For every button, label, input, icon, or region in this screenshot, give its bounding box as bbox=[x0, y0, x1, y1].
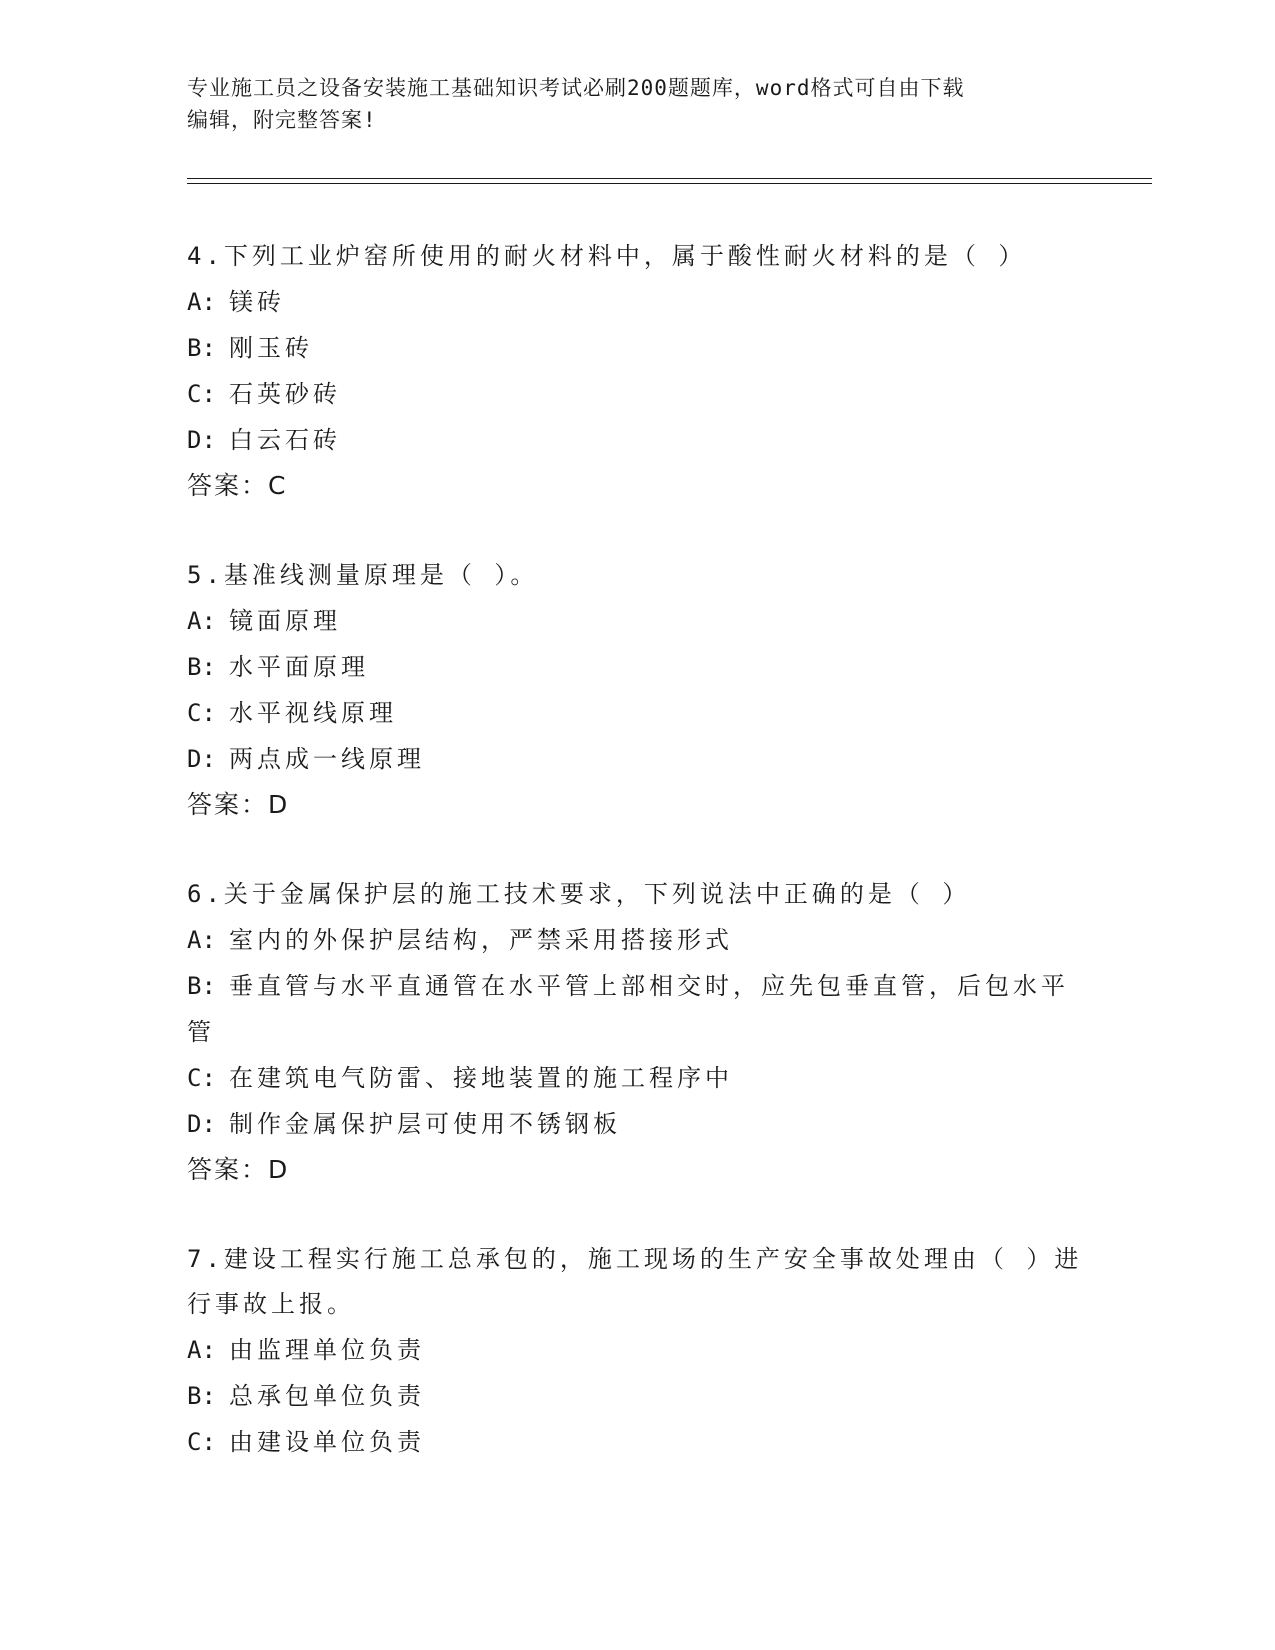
option-text: 两点成一线原理 bbox=[229, 745, 425, 773]
option-label: B: bbox=[187, 972, 216, 1000]
option-label: D: bbox=[187, 426, 216, 454]
option-c bbox=[187, 1055, 1087, 1101]
document-header bbox=[187, 72, 1087, 136]
option-a bbox=[187, 279, 1087, 325]
option-text: 水平面原理 bbox=[229, 653, 369, 681]
question-5 bbox=[187, 553, 1087, 828]
question-7 bbox=[187, 1237, 1087, 1465]
option-a bbox=[187, 1327, 1087, 1373]
option-d bbox=[187, 736, 1087, 782]
option-text: 在建筑电气防雷、接地装置的施工程序中 bbox=[229, 1064, 733, 1092]
option-label: D: bbox=[187, 745, 216, 773]
option-text: 室内的外保护层结构，严禁采用搭接形式 bbox=[229, 926, 733, 954]
option-c bbox=[187, 371, 1087, 417]
question-4 bbox=[187, 234, 1087, 509]
option-b bbox=[187, 644, 1087, 690]
header-line-1: 专业施工员之设备安装施工基础知识考试必刷200题题库，word格式可自由下载 bbox=[187, 76, 965, 100]
option-text: 由监理单位负责 bbox=[229, 1336, 425, 1364]
option-label: C: bbox=[187, 1064, 216, 1092]
option-label: D: bbox=[187, 1110, 216, 1138]
option-label: C: bbox=[187, 699, 216, 727]
option-label: B: bbox=[187, 1382, 216, 1410]
question-list bbox=[187, 234, 1087, 1509]
option-d bbox=[187, 1101, 1087, 1147]
option-text: 镜面原理 bbox=[229, 607, 341, 635]
option-text: 石英砂砖 bbox=[229, 380, 341, 408]
option-label: B: bbox=[187, 653, 216, 681]
question-stem: 4.下列工业炉窑所使用的耐火材料中，属于酸性耐火材料的是（ ） bbox=[187, 242, 1027, 270]
question-stem: 6.关于金属保护层的施工技术要求，下列说法中正确的是（ ） bbox=[187, 880, 971, 908]
option-b bbox=[187, 963, 1087, 1055]
option-label: C: bbox=[187, 1428, 216, 1456]
option-c bbox=[187, 690, 1087, 736]
option-text: 镁砖 bbox=[229, 288, 285, 316]
option-label: B: bbox=[187, 334, 216, 362]
option-text: 制作金属保护层可使用不锈钢板 bbox=[229, 1110, 621, 1138]
question-stem: 5.基准线测量原理是（ ）。 bbox=[187, 561, 539, 589]
header-divider-top bbox=[187, 178, 1152, 179]
option-b bbox=[187, 1373, 1087, 1419]
option-text: 总承包单位负责 bbox=[229, 1382, 425, 1410]
option-label: A: bbox=[187, 1336, 216, 1364]
question-6 bbox=[187, 872, 1087, 1193]
option-text: 垂直管与水平直通管在水平管上部相交时，应先包垂直管，后包水平管 bbox=[187, 972, 1069, 1046]
option-label: A: bbox=[187, 926, 216, 954]
header-divider-bottom bbox=[187, 183, 1152, 184]
option-d bbox=[187, 417, 1087, 463]
option-b bbox=[187, 325, 1087, 371]
question-stem: 7.建设工程实行施工总承包的，施工现场的生产安全事故处理由（ ）进行事故上报。 bbox=[187, 1245, 1083, 1318]
answer: 答案：C bbox=[187, 471, 288, 500]
option-text: 刚玉砖 bbox=[229, 334, 313, 362]
option-label: C: bbox=[187, 380, 216, 408]
option-a bbox=[187, 598, 1087, 644]
option-label: A: bbox=[187, 288, 216, 316]
option-label: A: bbox=[187, 607, 216, 635]
answer: 答案：D bbox=[187, 790, 290, 819]
option-text: 水平视线原理 bbox=[229, 699, 397, 727]
option-a bbox=[187, 917, 1087, 963]
option-text: 由建设单位负责 bbox=[229, 1428, 425, 1456]
header-line-2: 编辑，附完整答案! bbox=[187, 108, 377, 132]
option-c bbox=[187, 1419, 1087, 1465]
answer: 答案：D bbox=[187, 1155, 290, 1184]
option-text: 白云石砖 bbox=[229, 426, 341, 454]
